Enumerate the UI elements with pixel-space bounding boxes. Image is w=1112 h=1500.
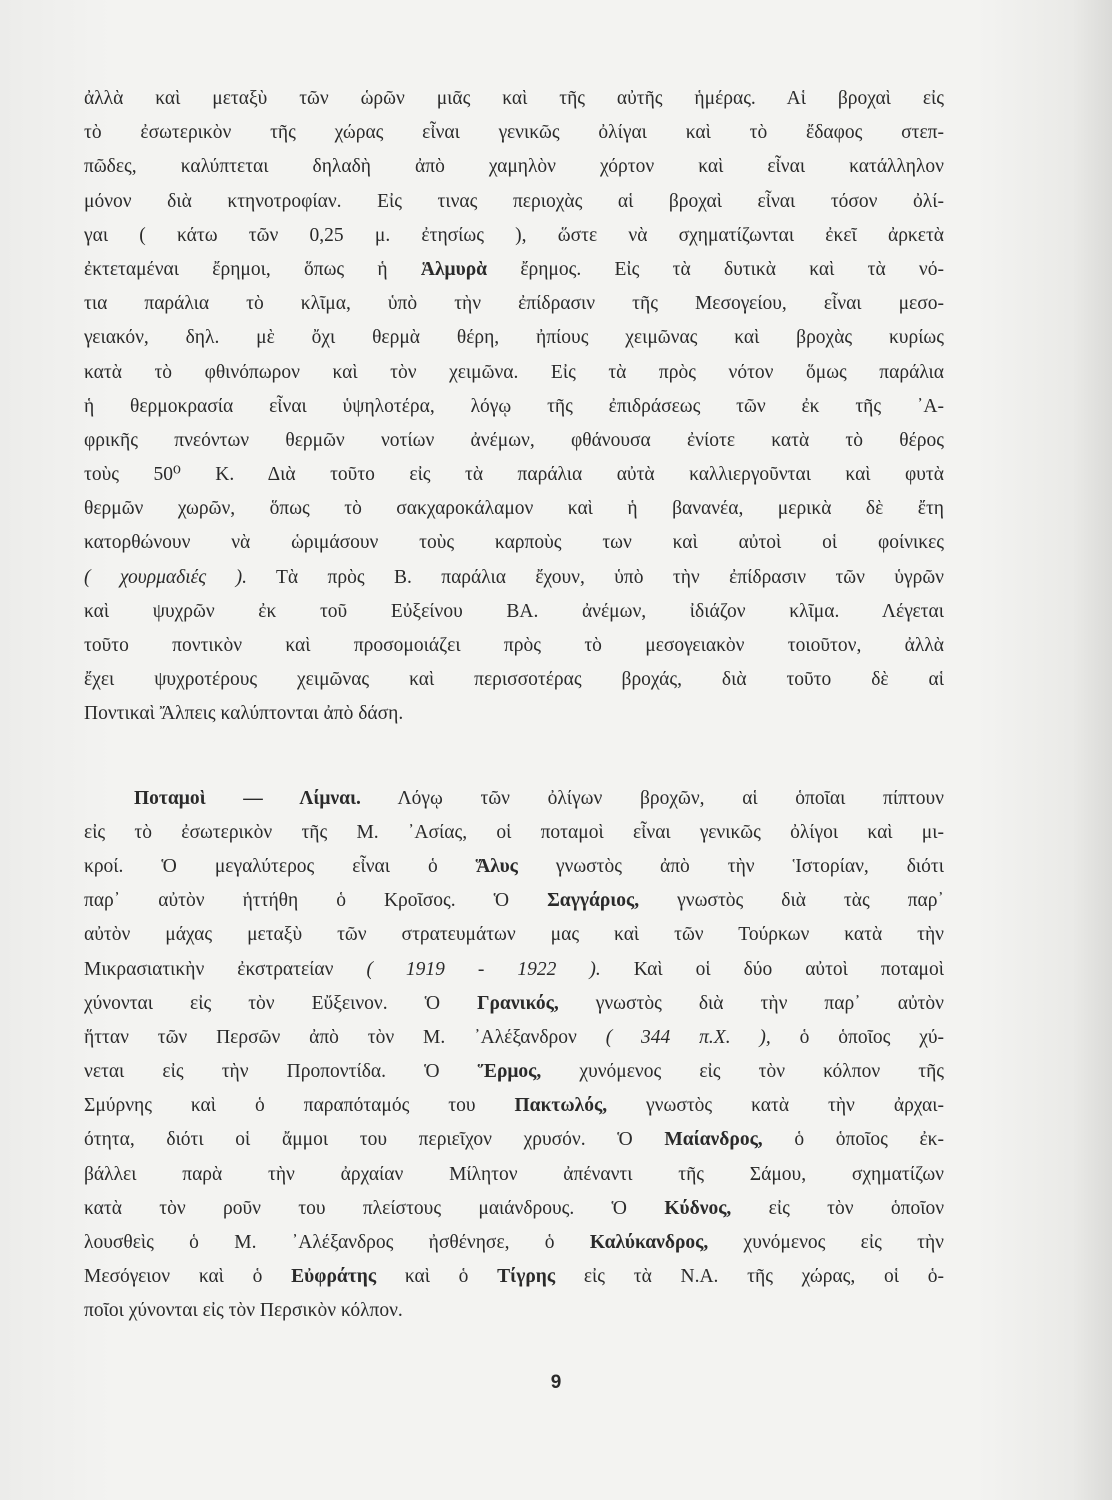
- italic-text: ( 1919 - 1922 ).: [366, 958, 601, 980]
- text-segment: γνωστὸς διὰ τὰς παρ᾿: [639, 890, 944, 912]
- text-line: [84, 816, 944, 850]
- text-segment: Τὰ πρὸς Β. παράλια ἔχουν, ὑπὸ τὴν ἐπίδρασιν τῶν ὑγρῶν: [246, 566, 945, 588]
- text-line: [84, 458, 944, 492]
- italic-text: ( 344 π.Χ. ),: [605, 1026, 771, 1048]
- text-segment: Ποντικαὶ Ἄλπεις καλύπτονται ἀπὸ δάση.: [84, 703, 404, 725]
- text-segment: χύνονται εἰς τὸν Εὔξεινον. Ὁ: [84, 992, 478, 1014]
- bold-term: Ἕρμος,: [477, 1061, 542, 1083]
- text-segment: τοὺς 50⁰ Κ. Διὰ τοῦτο εἰς τὰ παράλια αὐτὰ καλλιεργοῦνται καὶ φυτὰ: [84, 464, 944, 486]
- text-line: [84, 492, 944, 526]
- text-segment: καὶ ψυχρῶν ἐκ τοῦ Εὐξείνου ΒΑ. ἀνέμων, ἰδιάζον κλῖμα. Λέγεται: [84, 600, 944, 622]
- bold-term: Μαίανδρος,: [664, 1129, 763, 1151]
- text-line: [84, 884, 944, 918]
- text-segment: ὁ ὁποῖος χύ-: [770, 1026, 944, 1048]
- bold-term: Κύδνος,: [664, 1197, 732, 1219]
- text-segment: αὐτὸν μάχας μεταξὺ τῶν στρατευμάτων μας καὶ τῶν Τούρκων κατὰ τὴν: [84, 924, 944, 946]
- text-segment: τὸ ἐσωτερικὸν τῆς χώρας εἶναι γενικῶς ὀλίγαι καὶ τὸ ἔδαφος στεπ-: [84, 122, 944, 144]
- bold-term: Ποταμοὶ — Λίμναι.: [134, 787, 361, 809]
- text-segment: ἥτταν τῶν Περσῶν ἀπὸ τὸν Μ. ᾿Αλέξανδρον: [84, 1026, 606, 1048]
- text-line: [84, 1055, 944, 1089]
- bold-term: Τίγρης: [497, 1266, 556, 1288]
- text-segment: εἰς τὰ Ν.Α. τῆς χώρας, οἱ ὁ-: [555, 1266, 944, 1288]
- text-line: [84, 219, 944, 253]
- text-segment: ὁ ὁποῖος ἐκ-: [762, 1129, 944, 1151]
- text-line: [84, 629, 944, 663]
- text-segment: κροί. Ὁ μεγαλύτερος εἶναι ὁ: [84, 855, 476, 877]
- bold-term: Καλύκανδρος,: [589, 1232, 709, 1253]
- bold-term: Σαγγάριος,: [547, 890, 640, 912]
- text-segment: χυνόμενος εἰς τὸν κόλπον τῆς: [541, 1061, 945, 1083]
- text-line: [84, 390, 944, 424]
- text-segment: γνωστὸς διὰ τὴν παρ᾿ αὐτὸν: [558, 992, 945, 1014]
- bold-term: Ἁλμυρὰ: [420, 258, 488, 280]
- text-segment: βάλλει παρὰ τὴν ἀρχαίαν Μίλητον ἀπέναντι τῆς Σάμου, σχηματίζων: [84, 1163, 944, 1185]
- text-segment: ἔχει ψυχροτέρους χειμῶνας καὶ περισσοτέρας βροχάς, διὰ τοῦτο δὲ αἱ: [84, 669, 944, 691]
- text-line: [84, 987, 944, 1021]
- text-segment: φρικῆς πνεόντων θερμῶν νοτίων ἀνέμων, φθάνουσα ἐνίοτε κατὰ τὸ θέρος: [84, 429, 944, 451]
- text-line: [84, 526, 944, 560]
- bold-term: Ἅλυς: [475, 855, 518, 877]
- text-segment: γνωστὸς κατὰ τὴν ἀρχαι-: [607, 1095, 944, 1117]
- text-line: [84, 82, 944, 116]
- text-line: [84, 1123, 944, 1157]
- text-line: [84, 356, 944, 390]
- text-segment: ἡ θερμοκρασία εἶναι ὑψηλοτέρα, λόγῳ τῆς ἐπιδράσεως τῶν ἐκ τῆς ᾿Α-: [84, 395, 944, 417]
- text-segment: πῶδες, καλύπτεται δηλαδὴ ἀπὸ χαμηλὸν χόρτον καὶ εἶναι κατάλληλον: [84, 156, 944, 178]
- spine-shadow: [1072, 0, 1112, 1500]
- text-segment: ἔρημος. Εἰς τὰ δυτικὰ καὶ τὰ νό-: [487, 258, 944, 280]
- text-segment: θερμῶν χωρῶν, ὅπως τὸ σακχαροκάλαμον καὶ ἡ βανανέα, μερικὰ δὲ ἔτη: [84, 498, 944, 520]
- text-segment: Καὶ οἱ δύο αὐτοὶ ποταμοὶ: [600, 958, 944, 980]
- text-line: [84, 321, 944, 355]
- text-segment: τοῦτο ποντικὸν καὶ προσομοιάζει πρὸς τὸ μεσογειακὸν τοιοῦτον, ἀλλὰ: [84, 635, 944, 656]
- text-segment: Μικρασιατικὴν ἐκστρατείαν: [84, 958, 367, 980]
- text-segment: Λόγῳ τῶν ὀλίγων βροχῶν, αἱ ὁποῖαι πίπτουν: [360, 787, 944, 809]
- text-segment: Μεσόγειον καὶ ὁ: [84, 1266, 292, 1288]
- text-segment: λουσθεὶς ὁ Μ. ᾿Αλέξανδρος ἠσθένησε, ὁ: [84, 1232, 590, 1253]
- text-line: [84, 116, 944, 150]
- text-line: [84, 1260, 944, 1294]
- text-line: [84, 1158, 944, 1192]
- text-segment: ποῖοι χύνονται εἰς τὸν Περσικὸν κόλπον.: [84, 1300, 403, 1322]
- text-segment: γαι ( κάτω τῶν 0,25 μ. ἐτησίως ), ὥστε νὰ σχηματίζωνται ἐκεῖ ἀρκετὰ: [84, 224, 944, 246]
- text-line: [84, 1021, 944, 1055]
- text-segment: κατορθώνουν νὰ ὡριμάσουν τοὺς καρποὺς των καὶ αὐτοὶ οἱ φοίνικες: [84, 532, 944, 554]
- text-line: [84, 561, 944, 595]
- text-line: [84, 782, 944, 816]
- italic-text: ( χουρμαδιές ).: [84, 566, 247, 588]
- text-line: [84, 850, 944, 884]
- text-segment: κατὰ τὸ φθινόπωρον καὶ τὸν χειμῶνα. Εἰς τὰ πρὸς νότον ὅμως παράλια: [84, 361, 944, 383]
- text-line: [84, 595, 944, 629]
- text-segment: μόνον διὰ κτηνοτροφίαν. Εἰς τινας περιοχὰς αἱ βροχαὶ εἶναι τόσον ὀλί-: [84, 190, 944, 212]
- text-segment: κατὰ τὸν ροῦν του πλείστους μαιάνδρους. Ὁ: [84, 1197, 665, 1219]
- text-line: [84, 1226, 944, 1260]
- text-line: [84, 1294, 944, 1328]
- bold-term: Πακτωλός,: [514, 1095, 608, 1117]
- text-segment: ἐκτεταμέναι ἔρημοι, ὅπως ἡ: [84, 258, 421, 280]
- text-line: [84, 1192, 944, 1226]
- text-line: [84, 253, 944, 287]
- text-segment: ἀλλὰ καὶ μεταξὺ τῶν ὡρῶν μιᾶς καὶ τῆς αὐτῆς ἡμέρας. Αἱ βροχαὶ εἰς: [84, 88, 944, 109]
- text-segment: εἰς τὸν ὁποῖον: [731, 1197, 945, 1219]
- text-line: [84, 953, 944, 987]
- text-segment: γειακόν, δηλ. μὲ ὄχι θερμὰ θέρη, ἠπίους χειμῶνας καὶ βροχὰς κυρίως: [84, 327, 944, 349]
- text-line: [84, 918, 944, 952]
- body-text: [84, 82, 944, 1329]
- text-segment: τια παράλια τὸ κλῖμα, ὑπὸ τὴν ἐπίδρασιν τῆς Μεσογείου, εἶναι μεσο-: [84, 293, 944, 315]
- text-segment: καὶ ὁ: [376, 1266, 498, 1288]
- text-line: [84, 663, 944, 697]
- bold-term: Γρανικός,: [477, 992, 559, 1014]
- text-line: [84, 1089, 944, 1123]
- text-segment: εἰς τὸ ἐσωτερικὸν τῆς Μ. ᾿Ασίας, οἱ ποταμοὶ εἶναι γενικῶς ὀλίγοι καὶ μι-: [84, 821, 944, 843]
- text-segment: Σμύρνης καὶ ὁ παραπόταμός του: [84, 1095, 515, 1117]
- text-line: [84, 424, 944, 458]
- text-segment: παρ᾿ αὐτὸν ἡττήθη ὁ Κροῖσος. Ὁ: [84, 890, 548, 912]
- text-line: [84, 287, 944, 321]
- paragraph-gap: [84, 732, 944, 782]
- page-number: 9: [550, 1372, 562, 1393]
- bold-term: Εὐφράτης: [291, 1266, 377, 1288]
- text-segment: νεται εἰς τὴν Προποντίδα. Ὁ: [84, 1061, 478, 1083]
- text-line: [84, 150, 944, 184]
- text-line: [84, 185, 944, 219]
- text-segment: χυνόμενος εἰς τὴν: [708, 1232, 944, 1253]
- text-segment: γνωστὸς ἀπὸ τὴν Ἱστορίαν, διότι: [517, 855, 945, 877]
- text-segment: ότητα, διότι οἱ ἄμμοι του περιεῖχον χρυσόν. Ὁ: [84, 1129, 665, 1151]
- text-line: [84, 697, 944, 731]
